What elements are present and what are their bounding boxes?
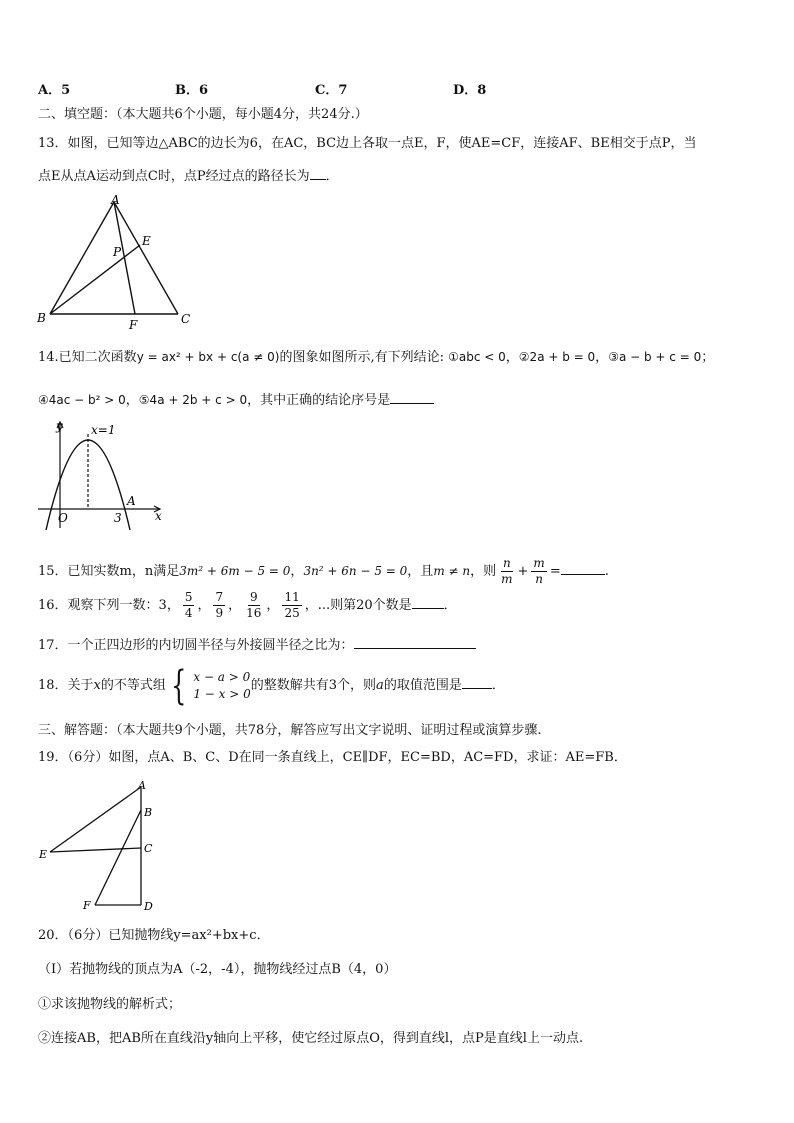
q19-label-c: C	[144, 842, 153, 855]
q16-frac-2-num: 7	[215, 590, 224, 604]
q13-text-line1: 13．如图，已知等边△ABC的边长为6，在AC，BC边上各取一点E，F，使AE=CF，连接AF、BE相交于点P，当	[38, 136, 697, 151]
q16-frac-3	[244, 590, 263, 621]
q14-c4: ④4ac − b² > 0	[38, 393, 126, 407]
q15-end: .	[604, 564, 609, 579]
q13-answer-blank	[310, 166, 326, 180]
q13-text-line2	[38, 166, 339, 186]
q16-frac-1-num: 5	[184, 590, 193, 604]
q19-label-d: D	[144, 900, 153, 912]
q18-tail2: 的取值范围是	[383, 678, 462, 693]
q14-axis-of-symmetry-label: x=1	[91, 423, 116, 437]
q15-eq1: 3m² + 6m − 5 = 0	[179, 564, 291, 578]
q15-text	[38, 553, 609, 590]
q15-answer-blank	[561, 561, 605, 575]
q14-c3: ③a − b + c = 0	[608, 350, 702, 364]
q17-question: 17．一个正四边形的内切圆半径与外接圆半径之比为：	[38, 638, 354, 653]
q16-frac-1	[183, 590, 195, 621]
section2-title: 二、填空题：（本大题共6个小题，每小题4分，共24分.）	[38, 107, 368, 122]
q17-text	[38, 635, 476, 655]
q14-text-line1	[38, 348, 714, 367]
q15-eq2: 3n² + 6n − 5 = 0	[303, 564, 408, 578]
q13-label-f: F	[129, 318, 138, 332]
q18-end: ．	[491, 678, 505, 693]
q16-frac-4	[282, 590, 301, 621]
q15-frac2-den: n	[535, 572, 543, 586]
q20-sub1: ①求该抛物线的解析式；	[38, 997, 182, 1012]
q15-frac-m-over-n	[531, 556, 546, 587]
q14-origin-label: O	[58, 511, 68, 525]
q18-inequality-system	[166, 662, 251, 709]
q13-label-b: B	[37, 311, 46, 325]
q14-y-label: y	[56, 419, 63, 433]
q18-tail1: 的整数解共有3个，则	[250, 678, 377, 693]
q19-label-a: A	[138, 779, 146, 792]
q16-comma-3: ，	[266, 598, 280, 613]
q14-mid: 的图象如图所示,有下列结论:	[279, 350, 449, 365]
q15-prefix: 15．已知实数m，n满足	[38, 564, 180, 579]
q16-prefix: 16．观察下列一数：3，	[38, 598, 180, 613]
q14-sep-2: ，	[595, 350, 609, 365]
q16-frac-2-den: 9	[215, 606, 224, 620]
choice-d: D．8	[453, 83, 487, 98]
q14-answer-blank	[390, 390, 434, 404]
q19-label-b: B	[144, 806, 153, 819]
q18-rows	[193, 669, 250, 703]
q15-frac2-num: m	[533, 556, 545, 570]
q15-neq: m ≠ n	[433, 564, 471, 578]
q16-frac-4-den: 25	[284, 606, 300, 620]
q18-prefix: 18．关于	[38, 678, 94, 693]
q14-c5: ⑤4a + 2b + c > 0	[138, 393, 248, 407]
choice-c: C．7	[315, 83, 348, 98]
q16-text	[38, 588, 457, 624]
q18-text	[38, 664, 505, 708]
q14-text-line2	[38, 390, 434, 410]
q18-answer-blank	[462, 675, 492, 689]
q16-tail: ，...则第20个数是	[304, 598, 412, 613]
q16-answer-blank	[412, 595, 444, 609]
q20-text: 20．（6分）已知抛物线y=ax²+bx+c．	[38, 928, 270, 943]
choice-b: B．6	[175, 83, 209, 98]
q14-point-a-label: A	[127, 494, 136, 508]
q20-sub2: ②连接AB，把AB所在直线沿y轴向上平移，使它经过原点O，得到直线l，点P是直线l上一动点.	[38, 1031, 584, 1046]
q16-frac-3-den: 16	[246, 606, 262, 620]
q20-part1: （Ⅰ）若抛物线的顶点为A（-2，-4），抛物线经过点B（4，0）	[38, 962, 397, 977]
q16-frac-2	[213, 590, 225, 621]
q18-a: a	[376, 678, 384, 693]
q16-frac-4-num: 11	[284, 590, 300, 604]
q13-label-a: A	[111, 193, 120, 207]
q18-row1: x − a > 0	[193, 669, 251, 684]
q15-frac-n-over-m	[499, 556, 514, 587]
q15-sep: ，	[290, 564, 304, 579]
q19-text: 19．（6分）如图，点A、B、C、D在同一条直线上，CE∥DF，EC=BD，AC=FD，求证：AE=FB．	[38, 750, 627, 765]
q14-end: ；	[701, 350, 715, 365]
q16-frac-3-num: 9	[249, 590, 258, 604]
q14-sep-3: ，	[125, 393, 139, 408]
q13-label-p: P	[113, 245, 122, 259]
q18-brace: {	[170, 662, 187, 709]
q14-tick-3-label: 3	[114, 511, 122, 525]
q15-and: ，且	[407, 564, 434, 579]
q15-plus: +	[517, 564, 529, 579]
q14-prefix: 14.已知二次函数	[38, 350, 137, 365]
q14-sep-1: ，	[505, 350, 519, 365]
q14-formula: y = ax² + bx + c(a ≠ 0)	[136, 350, 280, 364]
q16-end: ．	[443, 598, 457, 613]
q14-parabola-graph	[34, 418, 174, 530]
q16-comma-2: ，	[228, 598, 242, 613]
choice-a: A．5	[38, 83, 71, 98]
q15-frac1-num: n	[502, 556, 511, 570]
q15-equals: =	[549, 564, 561, 579]
q14-x-label: x	[155, 509, 162, 523]
q18-row2: 1 − x > 0	[193, 686, 251, 701]
q19-label-e: E	[39, 848, 48, 861]
q19-figure	[34, 777, 164, 912]
q18-mid: 的不等式组	[100, 678, 166, 693]
q13-triangle-figure	[34, 193, 199, 333]
q14-tail: ，其中正确的结论序号是	[247, 393, 391, 408]
q13-text: 点E从点A运动到点C时，点P经过点的路径长为	[38, 169, 310, 184]
q13-label-c: C	[181, 312, 191, 326]
q18-x: x	[93, 678, 101, 693]
q14-c1: ①abc < 0	[448, 350, 506, 364]
q17-answer-blank	[354, 635, 476, 649]
q13-end: ．	[325, 169, 339, 184]
q19-label-f: F	[83, 899, 91, 912]
q15-frac1-den: m	[501, 572, 513, 586]
q14-c2: ②2a + b = 0	[518, 350, 596, 364]
q13-label-e: E	[142, 234, 151, 248]
q15-then: ，则	[470, 564, 497, 579]
q16-frac-1-den: 4	[184, 606, 193, 620]
q16-comma-1: ，	[197, 598, 211, 613]
section3-title: 三、解答题：（本大题共9个小题，共78分，解答应写出文字说明、证明过程或演算步骤.	[38, 723, 542, 738]
